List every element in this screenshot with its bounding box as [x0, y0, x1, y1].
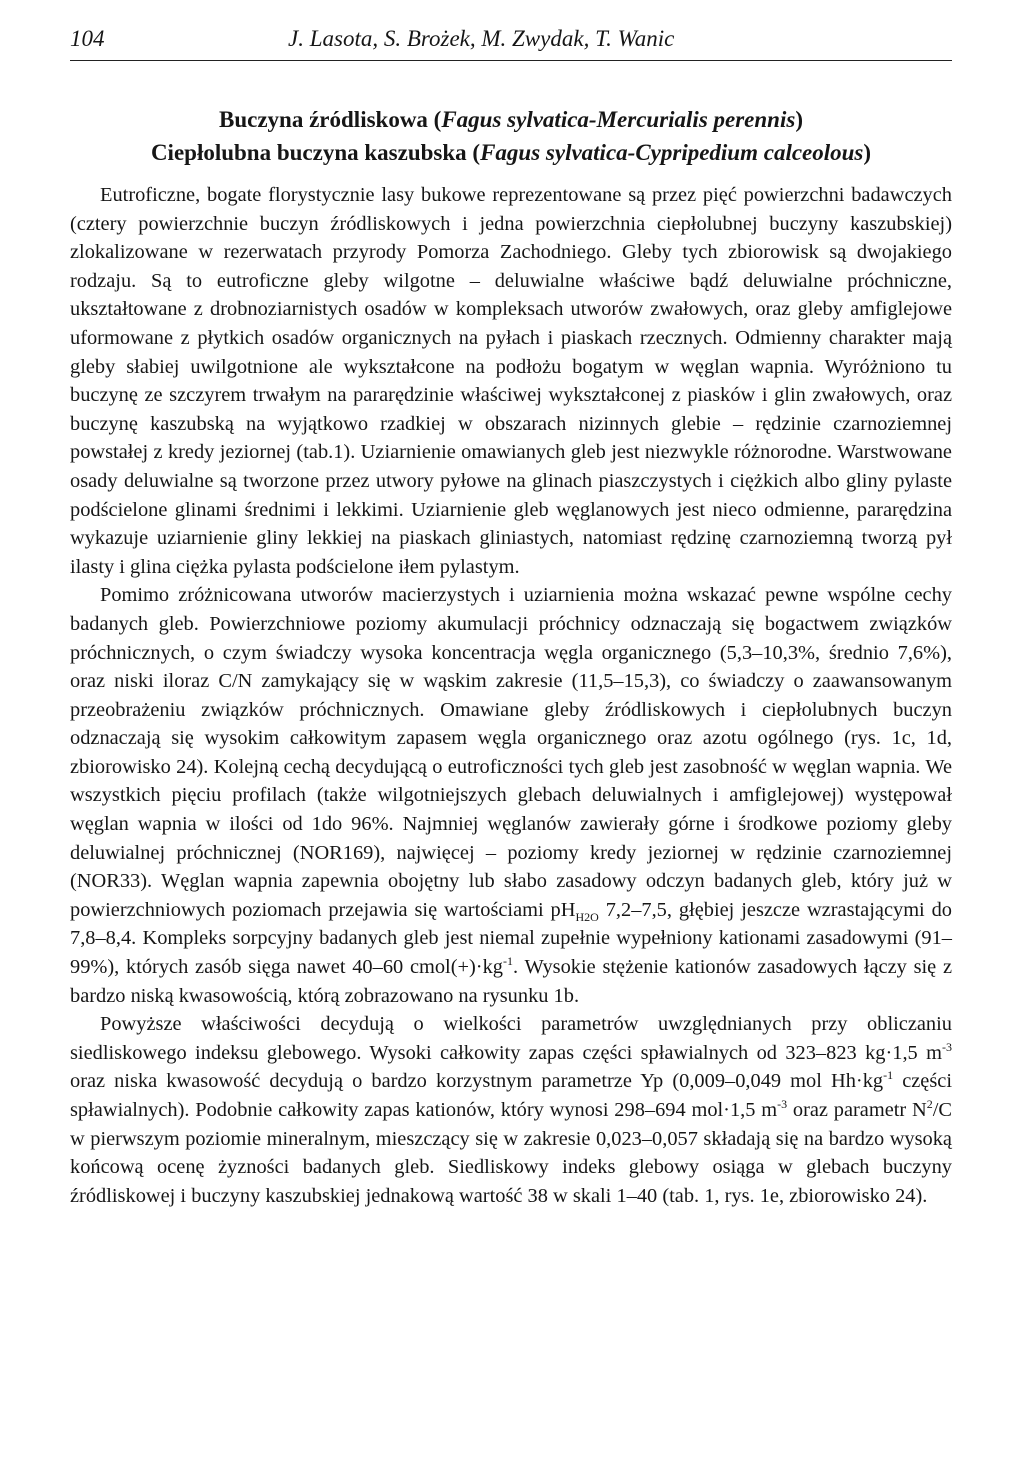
paragraph-2: Pomimo zróżnicowana utworów macierzystych i uziarnienia można wskazać pewne wspólne cechy badanych gleb. Powierzchniowe poziomy akumulacji próchnicy odznaczają się bogactwem związków próchnicznych, o czym świadczy wysoka koncentracja węgla organicznego (5,3–10,3%, średnio 7,6%), oraz niski iloraz C/N zamykający się w wąskim zakresie (11,5–15,3), co świadczy o zaawansowanym przeobrażeniu związków próchnicznych. Omawiane gleby źródliskowych i ciepłolubnych buczyn odznaczają się wysokim całkowitym zapasem węgla organicznego oraz azotu ogólnego (rys. 1c, 1d, zbiorowisko 24). Kolejną cechą decydującą o eutroficzności tych gleb jest zasobność w węglan wapnia. We wszystkich pięciu profilach (także wilgotniejszych glebach deluwialnych i amfiglejowej) występował węglan wapnia w ilości od 1do 96%. Najmniej węglanów zawierały górne i środkowe poziomy gleby deluwialnej próchnicznej (NOR169), najwięcej – poziomy kredy jeziornej w rędzinie czarnoziemnej (NOR33). Węglan wapnia zapewnia obojętny lub słabo zasadowy odczyn badanych gleb, który już w powierzchniowych poziomach przejawia się wartościami $pH_{H2O}$ 7,2–7,5, głębiej jeszcze wzrastającymi do 7,8–8,4. Kompleks sorpcyjny badanych gleb jest niemal zupełnie wypełniony kationami zasadowymi (91–99%), których zasób sięga nawet 40–60 $cmol(+)\cdot kg^{-1}$. Wysokie stężenie kationów zasadowych łączy się z bardzo niską kwasowością, którą zobrazowano na rysunku 1b.: [70, 584, 953, 1007]
section-title-1: Buczyna źródliskowa (Fagus sylvatica-Mercurialis perennis): [219, 107, 803, 132]
running-header: [70, 22, 952, 61]
superscript: 2: [926, 1097, 933, 1112]
running-head-authors: J. Lasota, S. Brożek, M. Zwydak, T. Wanic: [288, 26, 675, 51]
latin-name: Fagus sylvatica-Mercurialis perennis: [441, 107, 796, 132]
latin-name: Fagus sylvatica-Cypripedium calceolous: [480, 140, 864, 165]
subscript: H2O: [575, 909, 599, 924]
paragraph-1: Eutroficzne, bogate florystycznie lasy bukowe reprezentowane są przez pięć powierzchni badawczych (cztery powierzchnie buczyn źródliskowych i jedna powierzchnia ciepłolubnej buczyny kaszubskiej) zlokalizowane w rezerwatach przyrody Pomorza Zachodniego. Gleby tych zbiorowisk są dwojakiego rodzaju. Są to eutroficzne gleby wilgotne – deluwialne właściwe bądź deluwialne próchniczne, ukształtowane z drobnoziarnistych osadów w kompleksach utworów zwałowych, oraz gleby amfiglejowe uformowane z płytkich osadów organicznych na pyłach i piaskach rzecznych. Odmienny charakter mają gleby słabiej uwilgotnione ale wykształcone na podłożu bogatym w węglan wapnia. Wyróżniono tu buczynę ze szczyrem trwałym na pararędzinie właściwej wykształconej z piasków i glin zwałowych, oraz buczynę kaszubską na wyjątkowo rzadkiej w obszarach nizinnych glebie – rędzinie czarnoziemnej powstałej z kredy jeziornej (tab.1). Uziarnienie omawianych gleb jest niezwykle różnorodne. Warstwowane osady deluwialne są tworzone przez utwory pyłowe na glinach piaszczystych i ciężkich albo gliny pylaste podścielone glinami średnimi i lekkimi. Uziarnienie gleb węglanowych jest nieco odmienne, pararędzina wykazuje uziarnienie gliny lekkiej na piaskach gliniastych, natomiast rędzinę czarnoziemną tworzą pył ilasty i glina ciężka pylasta podścielone iłem pylastym.: [70, 184, 952, 578]
section-title-2: Ciepłolubna buczyna kaszubska (Fagus sylvatica-Cypripedium calceolous): [150, 140, 872, 165]
paragraph-3: Powyższe właściwości decydują o wielkości parametrów uwzględnianych przy obliczaniu siedliskowego indeksu glebowego. Wysoki całkowity zapas części spławialnych od 323–823 kg·1,5 $m^{-3}$ oraz niska kwasowość decydują o bardzo korzystnym parametrze Yp (0,009–0,049 mol $Hh\cdot kg^{-1}$ części spławialnych). Podobnie całkowity zapas kationów, który wynosi 298–694 mol·1,5 $m^{-3}$ oraz parametr $N^2/C$ w pierwszym poziomie mineralnym, mieszczący się w zakresie 0,023–0,057 składają się na bardzo wysoką końcową ocenę żyzności badanych gleb. Siedliskowy indeks glebowy osiąga w glebach buczyny źródliskowej i buczyny kaszubskiej jednakową wartość 38 w skali 1–40 (tab. 1, rys. 1e, zbiorowisko 24).: [70, 1013, 953, 1207]
superscript: -1: [883, 1068, 894, 1083]
page: [70, 22, 952, 1210]
superscript: -1: [502, 954, 513, 969]
section-titles: [70, 103, 952, 169]
body-text: [70, 181, 952, 1210]
page-number: 104: [70, 26, 105, 51]
superscript: -3: [777, 1097, 788, 1112]
superscript: -3: [942, 1040, 952, 1055]
